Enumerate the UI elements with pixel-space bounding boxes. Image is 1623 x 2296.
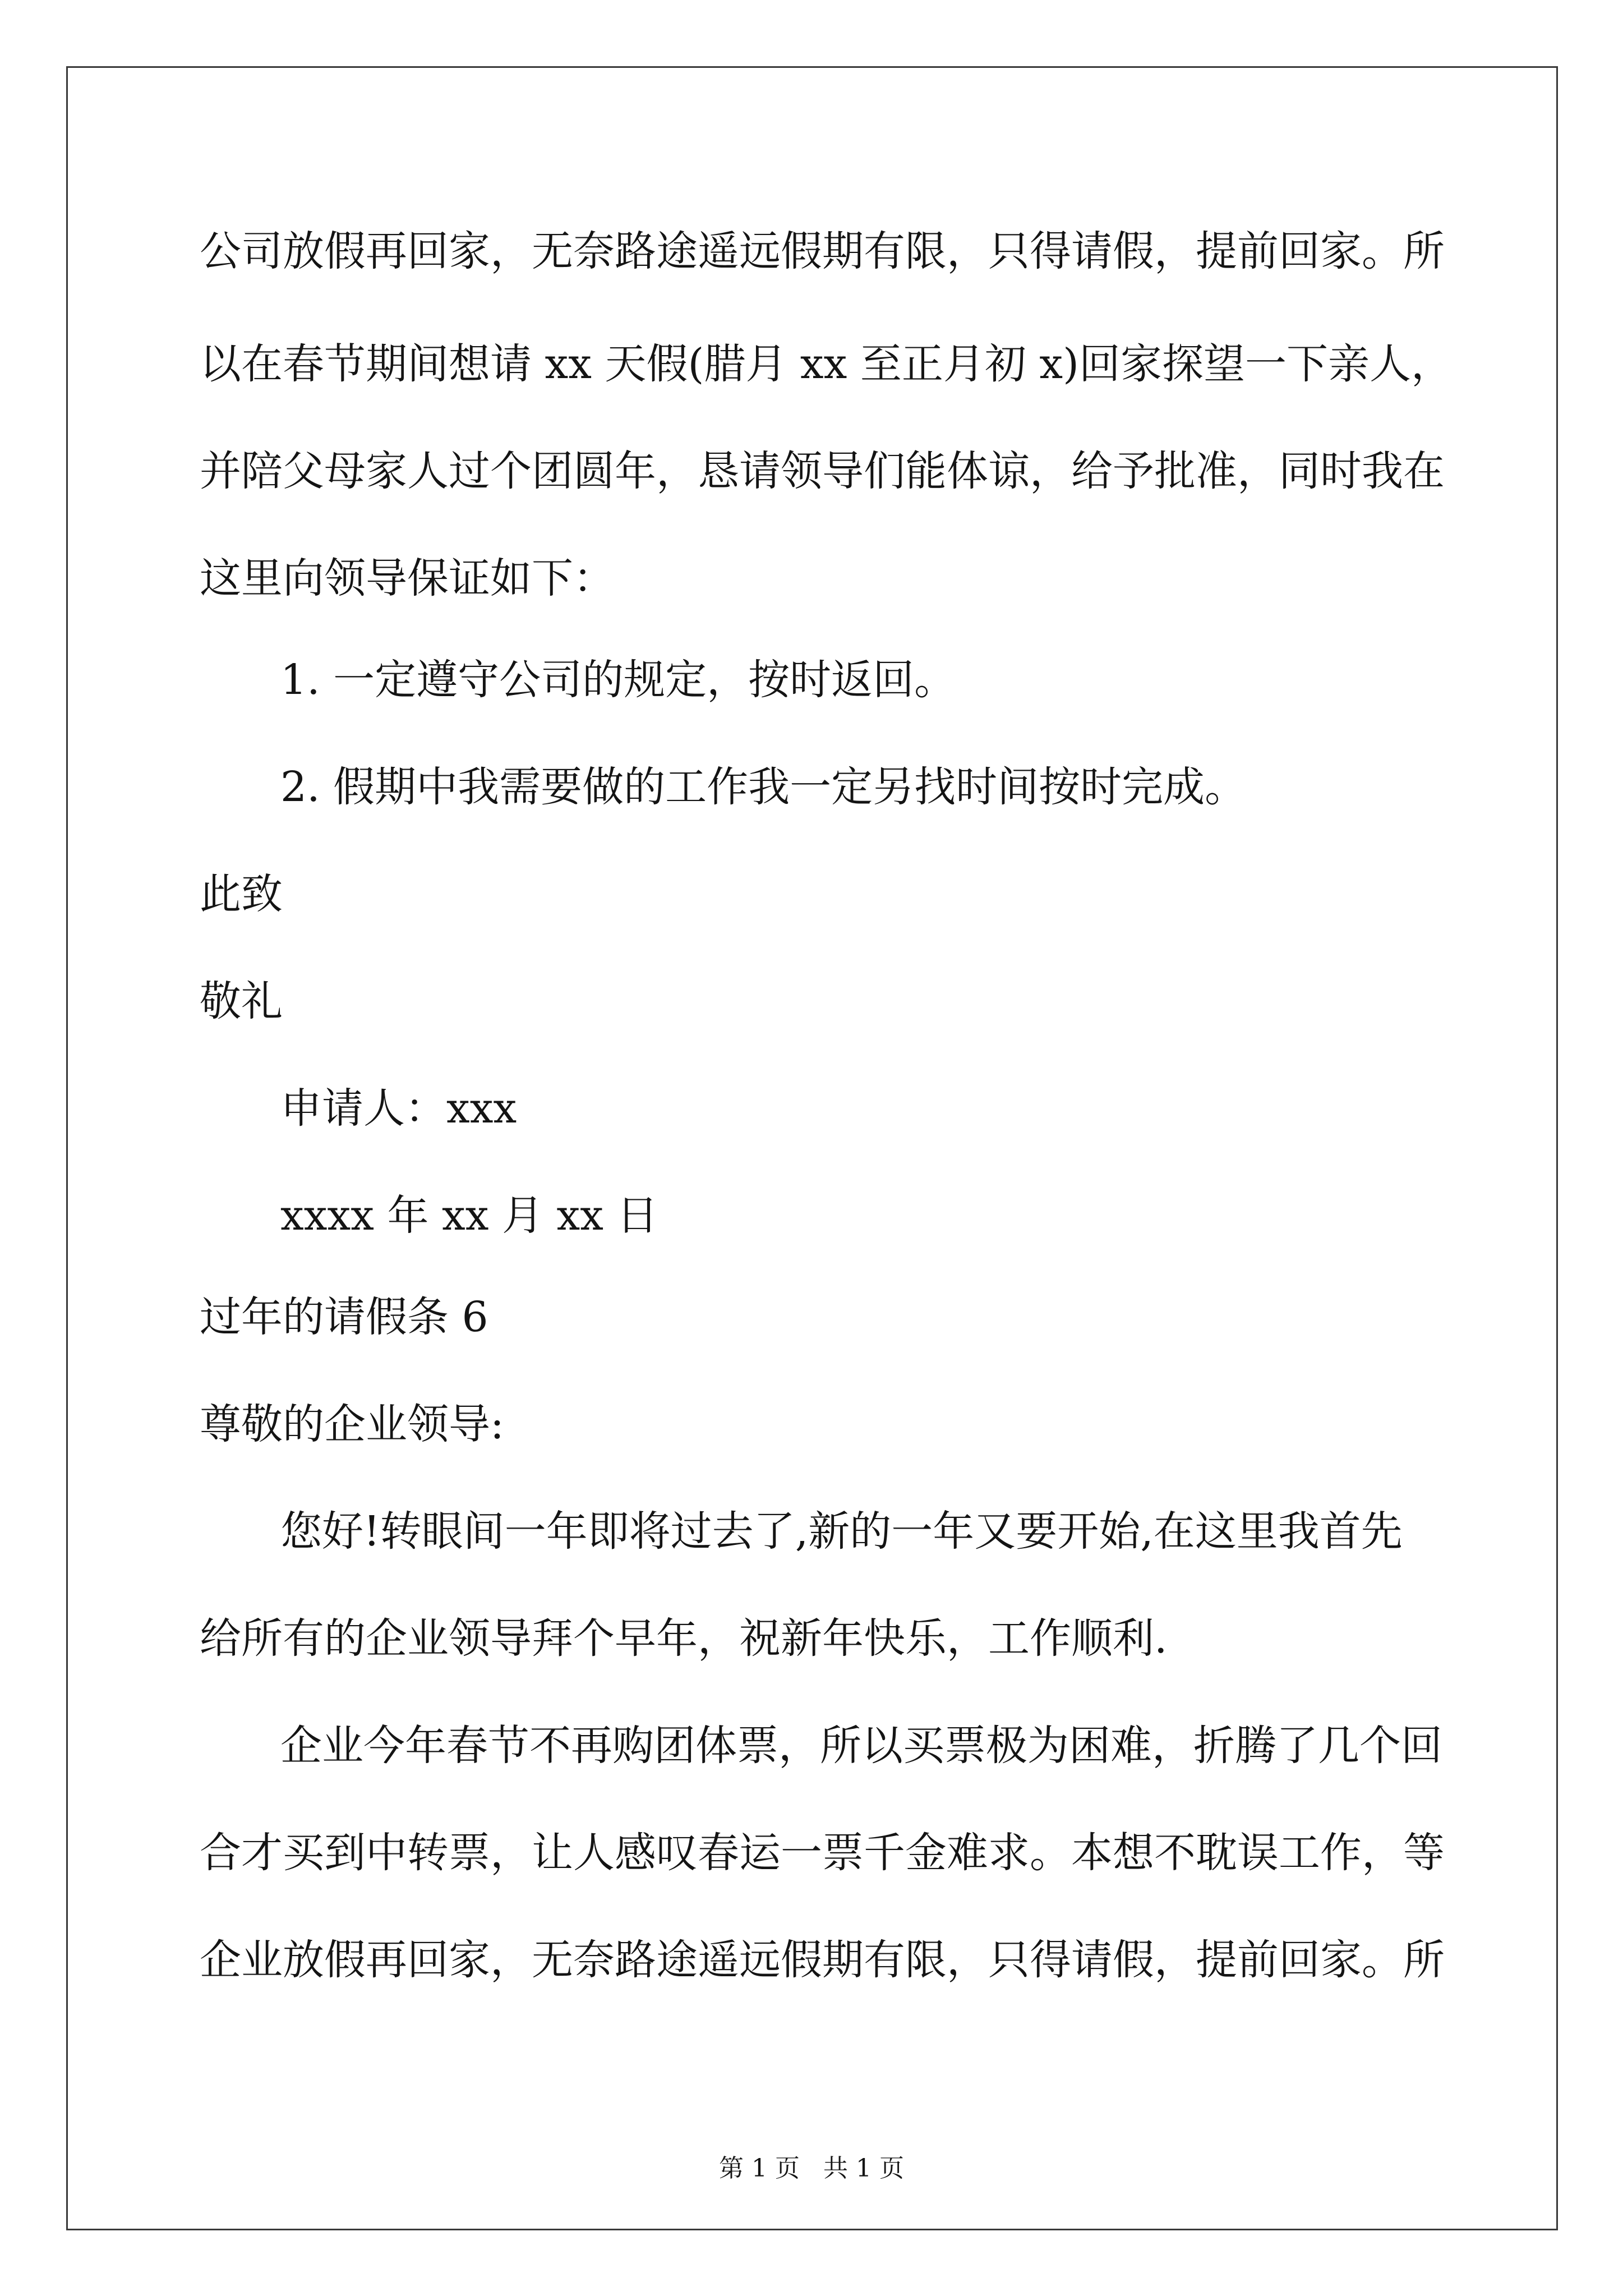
section-heading: 过年的请假条 6	[200, 1293, 488, 1341]
body-line: 合才买到中转票，让人感叹春运一票千金难求。本想不耽误工作，等	[200, 1829, 1445, 1877]
body-line: 企业今年春节不再购团体票，所以买票极为困难，折腾了几个回	[280, 1722, 1442, 1770]
body-line: 给所有的企业领导拜个早年，祝新年快乐，工作顺利.	[200, 1614, 1168, 1663]
signature-date: xxxx 年 xx 月 xx 日	[280, 1191, 658, 1240]
list-item-1: 1. 一定遵守公司的规定，按时返回。	[280, 656, 956, 704]
body-line: 您好!转眼间一年即将过去了,新的一年又要开始,在这里我首先	[280, 1507, 1403, 1556]
salutation-closing: 敬礼	[200, 977, 283, 1025]
page-border	[66, 66, 1558, 2230]
body-line: 企业放假再回家，无奈路途遥远假期有限，只得请假，提前回家。所	[200, 1936, 1445, 1984]
body-line: 并陪父母家人过个团圆年，恳请领导们能体谅，给予批准，同时我在	[200, 447, 1445, 495]
page-number-footer: 第 1 页 共 1 页	[719, 2154, 904, 2183]
closing-phrase: 此致	[200, 870, 283, 918]
applicant-signature: 申请人：xxx	[280, 1084, 517, 1133]
body-line: 这里向领导保证如下：	[200, 554, 615, 602]
list-item-2: 2. 假期中我需要做的工作我一定另找时间按时完成。	[280, 763, 1247, 811]
greeting: 尊敬的企业领导:	[200, 1400, 504, 1448]
body-line: 以在春节期间想请 xx 天假(腊月 xx 至正月初 x)回家探望一下亲人，	[200, 340, 1453, 388]
body-line: 公司放假再回家，无奈路途遥远假期有限，只得请假，提前回家。所	[200, 227, 1445, 275]
